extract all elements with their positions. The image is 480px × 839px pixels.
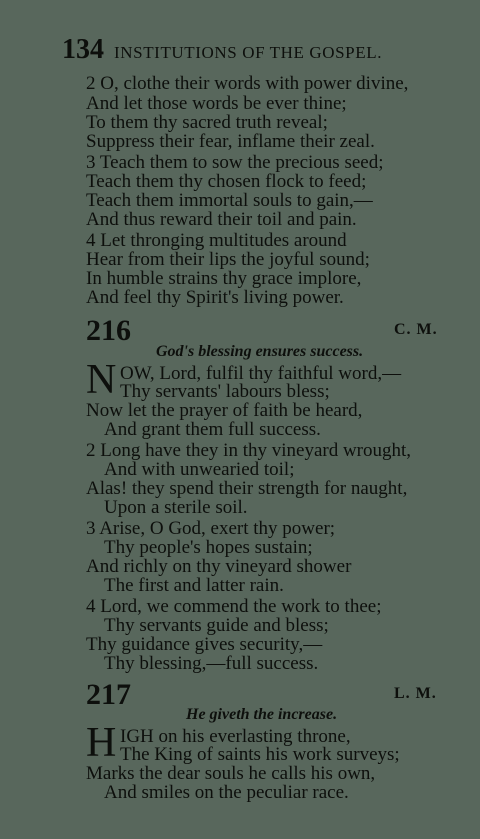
verse-line: 3 Arise, O God, exert thy power; (86, 518, 336, 539)
page-number: 134 (62, 34, 104, 65)
verse-line: Suppress their fear, inflame their zeal. (86, 131, 375, 152)
drop-cap: N (86, 357, 117, 403)
verse-line: And thus reward their toil and pain. (86, 209, 357, 230)
verse-line: And feel thy Spirit's living power. (86, 287, 344, 308)
verse-line: And let those words be ever thine; (86, 93, 347, 114)
running-title: INSTITUTIONS OF THE GOSPEL. (114, 43, 383, 62)
verse-line: Thy servants guide and bless; (104, 615, 329, 636)
verse-line: Thy blessing,—full success. (104, 653, 319, 674)
verse-line: 4 Let thronging multitudes around (86, 230, 347, 251)
verse-line: And with unwearied toil; (104, 459, 295, 480)
verse-line: Teach them immortal souls to gain,— (86, 190, 373, 211)
verse-line: Thy people's hopes sustain; (104, 537, 313, 558)
verse-line: Thy guidance gives security,— (86, 634, 323, 655)
verse-line: Teach them thy chosen flock to feed; (86, 171, 367, 192)
verse-line: 3 Teach them to sow the precious seed; (86, 152, 384, 173)
hymn-meter: C. M. (394, 321, 438, 338)
verse-line: In humble strains thy grace implore, (86, 268, 362, 289)
verse-line: Alas! they spend their strength for naught, (86, 478, 408, 499)
verse-line: Now let the prayer of faith be heard, (86, 400, 363, 421)
verse-line: Upon a sterile soil. (104, 497, 248, 518)
verse-line: The King of saints his work surveys; (120, 744, 400, 765)
verse-line: IGH on his everlasting throne, (120, 726, 351, 747)
verse-line: Marks the dear souls he calls his own, (86, 763, 376, 784)
hymn-meter: L. M. (394, 685, 437, 702)
verse-line: Thy servants' labours bless; (120, 381, 330, 402)
verse-line: To them thy sacred truth reveal; (86, 112, 328, 133)
verse-line: 4 Lord, we commend the work to thee; (86, 596, 382, 617)
drop-cap: H (86, 720, 117, 766)
verse-line: And smiles on the peculiar race. (104, 782, 349, 803)
verse-line: 2 Long have they in thy vineyard wrought, (86, 440, 412, 461)
verse-line: And richly on thy vineyard shower (86, 556, 352, 577)
verse-line: OW, Lord, fulfil thy faithful word,— (120, 363, 402, 384)
verse-line: And grant them full success. (104, 419, 321, 440)
page-header (62, 34, 470, 66)
hymn-subtitle: God's blessing ensures success. (156, 343, 364, 360)
verse-line: The first and latter rain. (104, 575, 284, 596)
hymn-subtitle: He giveth the increase. (186, 706, 338, 723)
hymn-number: 217 (86, 678, 131, 711)
hymn-number: 216 (86, 314, 131, 347)
verse-line: Hear from their lips the joyful sound; (86, 249, 370, 270)
verse-line: 2 O, clothe their words with power divine, (86, 73, 409, 94)
